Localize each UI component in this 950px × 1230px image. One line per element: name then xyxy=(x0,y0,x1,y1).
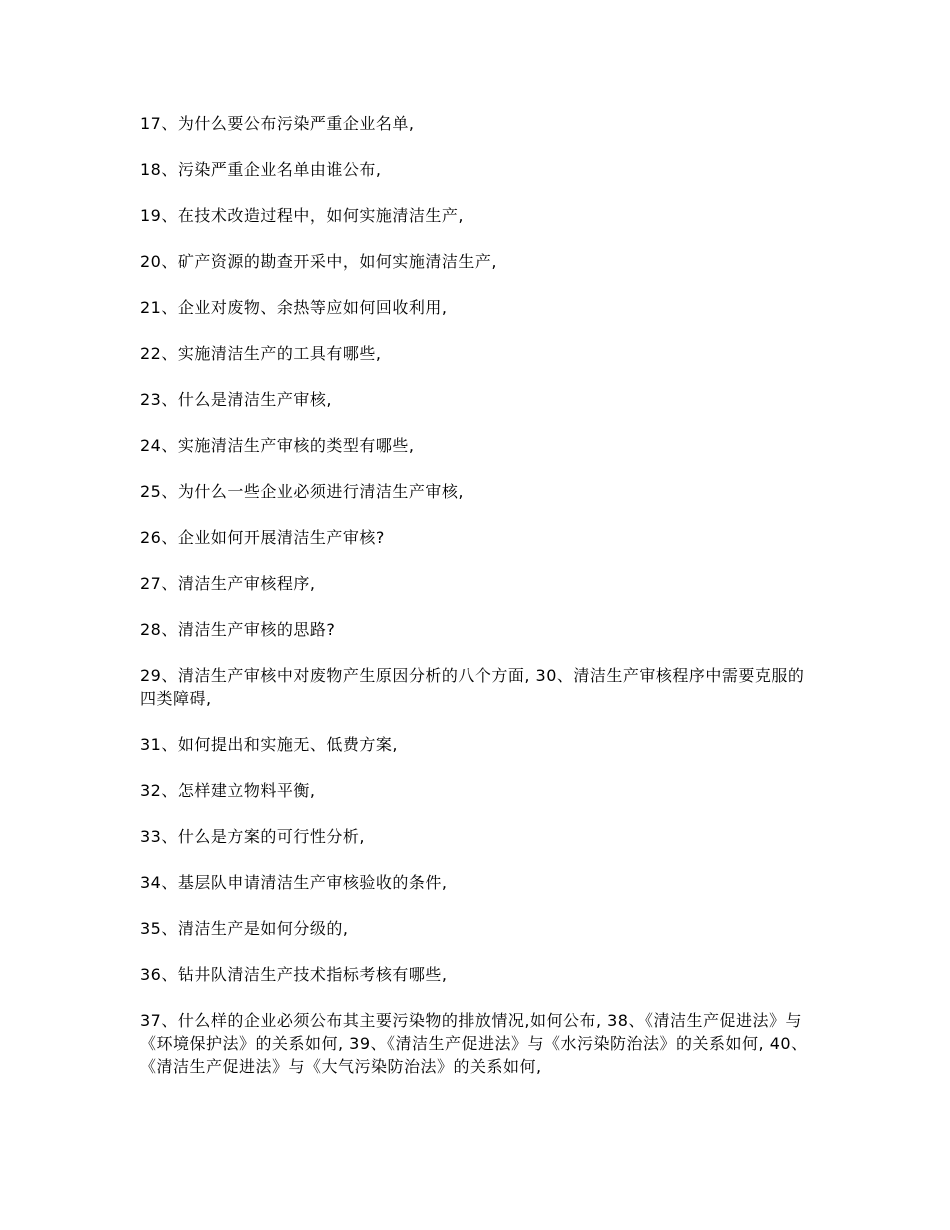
question-37-40: 37、什么样的企业必须公布其主要污染物的排放情况,如何公布, 38、《清洁生产促进法》与《环境保护法》的关系如何, 39、《清洁生产促进法》与《水污染防治法》的关系如何, 40、《清洁生产促进法》与《大气污染防治法》的关系如何, xyxy=(140,1011,808,1076)
question-32: 32、怎样建立物料平衡, xyxy=(140,781,316,800)
question-29-30: 29、清洁生产审核中对废物产生原因分析的八个方面, 30、清洁生产审核程序中需要克服的四类障碍, xyxy=(140,666,805,708)
question-19: 19、在技术改造过程中，如何实施清洁生产, xyxy=(140,206,464,225)
question-28: 28、清洁生产审核的思路? xyxy=(140,620,336,639)
question-24: 24、实施清洁生产审核的类型有哪些, xyxy=(140,436,415,455)
question-33: 33、什么是方案的可行性分析, xyxy=(140,827,365,846)
question-34: 34、基层队申请清洁生产审核验收的条件, xyxy=(140,873,448,892)
question-21: 21、企业对废物、余热等应如何回收利用, xyxy=(140,298,448,317)
document-page xyxy=(140,112,820,1101)
question-20: 20、矿产资源的勘查开采中，如何实施清洁生产, xyxy=(140,252,497,271)
question-36: 36、钻井队清洁生产技术指标考核有哪些, xyxy=(140,965,448,984)
question-31: 31、如何提出和实施无、低费方案, xyxy=(140,735,398,754)
question-25: 25、为什么一些企业必须进行清洁生产审核, xyxy=(140,482,464,501)
question-27: 27、清洁生产审核程序, xyxy=(140,574,316,593)
question-22: 22、实施清洁生产的工具有哪些, xyxy=(140,344,382,363)
question-17: 17、为什么要公布污染严重企业名单, xyxy=(140,114,415,133)
question-23: 23、什么是清洁生产审核, xyxy=(140,390,332,409)
question-35: 35、清洁生产是如何分级的, xyxy=(140,919,349,938)
question-18: 18、污染严重企业名单由谁公布, xyxy=(140,160,382,179)
question-26: 26、企业如何开展清洁生产审核? xyxy=(140,528,385,547)
